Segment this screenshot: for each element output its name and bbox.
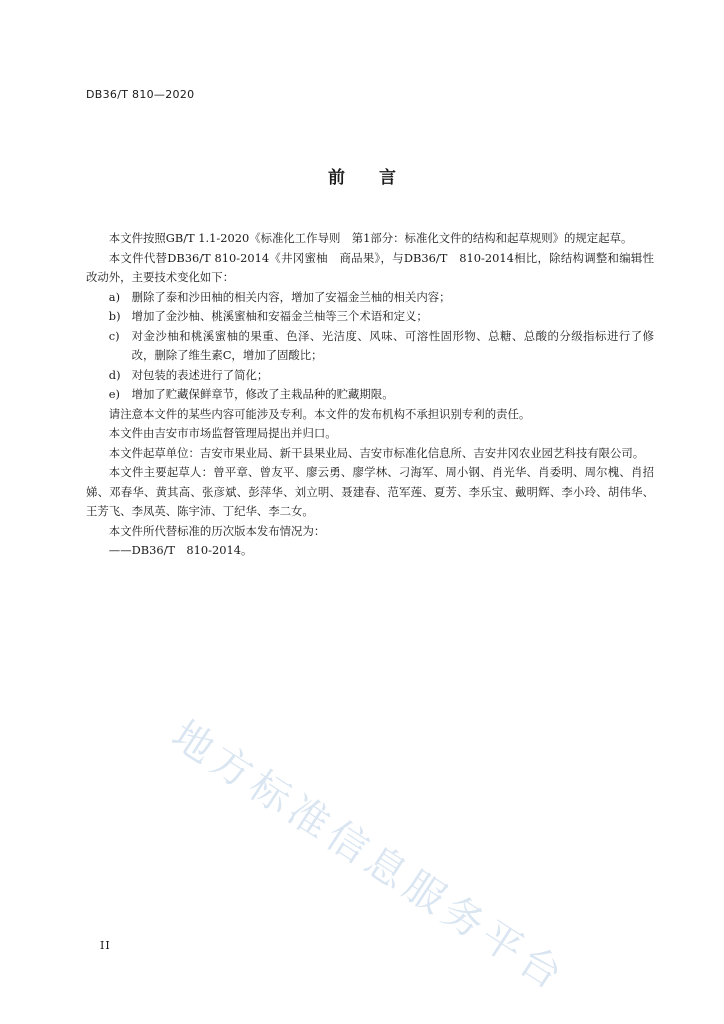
paragraph-drafting-rules: 本文件按照GB/T 1.1-2020《标准化工作导则 第1部分：标准化文件的结构和起草规则》的规定起草。 (108, 231, 633, 245)
list-text: 对金沙柚和桃溪蜜柚的果重、色泽、光洁度、风味、可溶性固形物、总糖、总酸的分级指标进行了修改，删除了维生素C，增加了固酸比； (131, 328, 654, 362)
paragraph-replacement: 本文件代替DB36/T 810-2014《井冈蜜柚 商品果》，与DB36/T 810-2014相比，除结构调整和编辑性改动外，主要技术变化如下： (86, 250, 654, 284)
history-entry: ——DB36/T 810-2014。 (108, 543, 253, 557)
list-item (86, 385, 654, 405)
list-text: 删除了泰和沙田柚的相关内容，增加了安福金兰柚的相关内容； (131, 289, 451, 304)
paragraph-drafters: 本文件主要起草人：曾平章、曾友平、廖云勇、廖学林、刁海军、周小钢、肖光华、肖委明、周尔槐、肖招娣、邓春华、黄其高、张彦斌、彭萍华、刘立明、聂建春、范军莲、夏芳、李乐宝、戴明辉、李小玲、胡伟华、王芳飞、李凤英、陈宇沛、丁纪华、李二女。 (86, 465, 654, 518)
list-marker: d) (108, 367, 121, 382)
watermark: 地方标准信息服务平台 (163, 712, 575, 1002)
page-number: II (100, 939, 111, 952)
page-title: 前 言 (328, 168, 396, 188)
list-item (86, 288, 654, 308)
list-text: 增加了贮藏保鲜章节，修改了主栽品种的贮藏期限。 (131, 387, 394, 401)
paragraph-history-intro: 本文件所代替标准的历次版本发布情况为： (108, 523, 326, 538)
list-text: 增加了金沙柚、桃溪蜜柚和安福金兰柚等三个术语和定义； (131, 309, 428, 323)
list-item (86, 366, 654, 386)
list-marker: e) (108, 387, 120, 401)
list-item (86, 327, 654, 366)
list-marker: c) (108, 328, 120, 343)
paragraph-drafting-units: 本文件起草单位：吉安市果业局、新干县果业局、吉安市标准化信息所、吉安井冈农业园艺科技有限公司。 (108, 445, 645, 460)
paragraph-patent-notice: 请注意本文件的某些内容可能涉及专利。本文件的发布机构不承担识别专利的责任。 (108, 406, 531, 421)
paragraph-proposer: 本文件由吉安市市场监督管理局提出并归口。 (108, 426, 337, 440)
document-code: DB36/T 810—2020 (86, 88, 195, 101)
list-text: 对包装的表述进行了简化； (131, 367, 269, 382)
list-item (86, 307, 654, 327)
list-marker: a) (108, 289, 121, 304)
foreword-body (86, 229, 654, 561)
list-marker: b) (108, 309, 121, 323)
